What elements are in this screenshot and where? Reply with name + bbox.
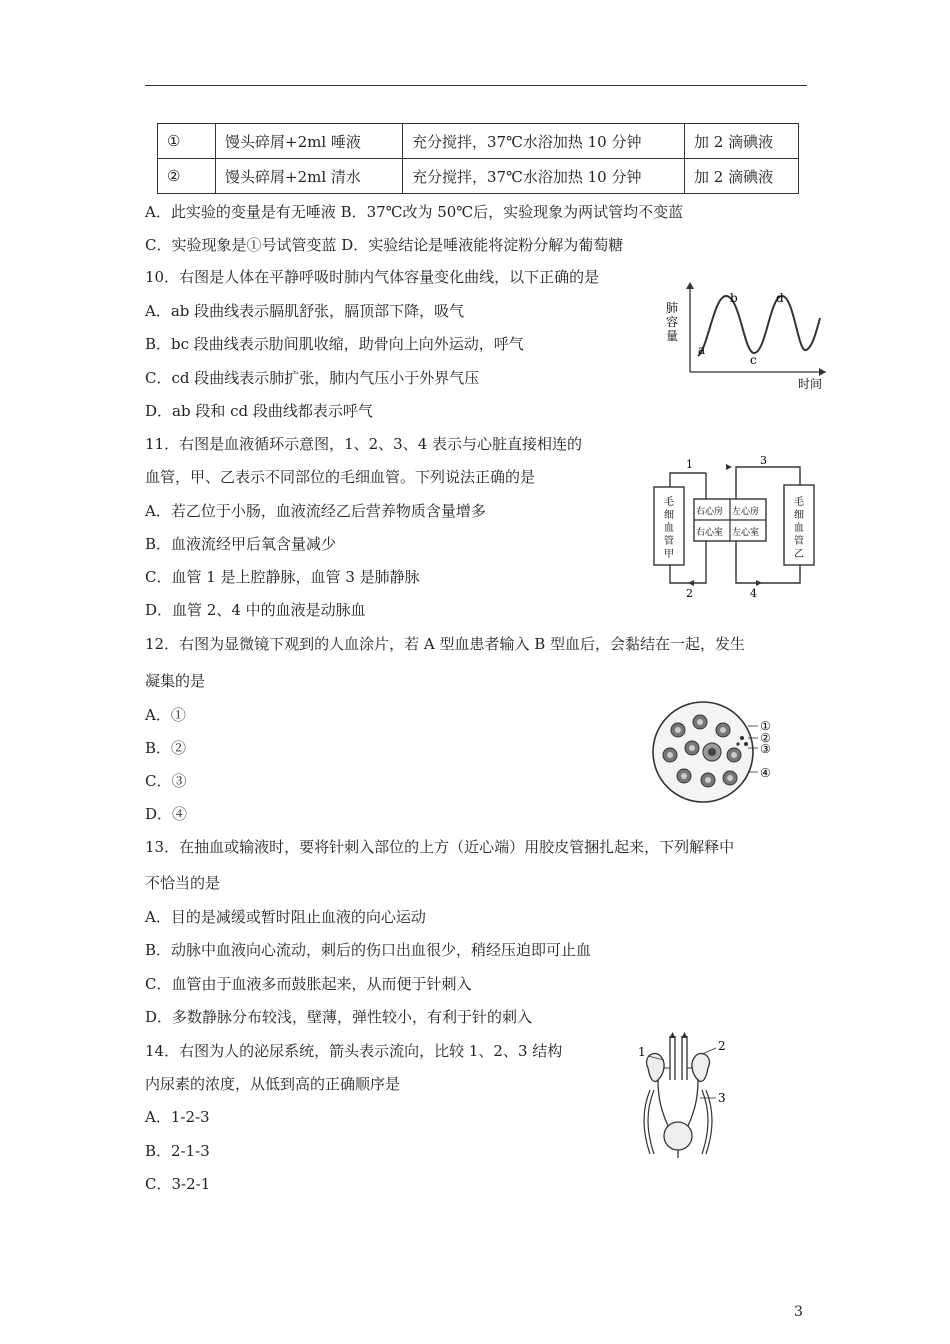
q10-option-b: B．bc 段曲线表示肋间肌收缩，助骨向上向外运动，呼气 <box>145 335 524 353</box>
y-label-char: 容 <box>666 315 679 329</box>
q12-option-a: A．① <box>145 706 186 724</box>
right-ventricle-label: 右心室 <box>696 528 724 538</box>
table-cell: 馒头碎屑+2ml 唾液 <box>216 124 403 159</box>
q10-option-a: A．ab 段曲线表示膈肌舒张，膈顶部下降，吸气 <box>145 302 465 320</box>
q13-option-c: C．血管由于血液多而鼓胀起来，从而便于针刺入 <box>145 975 472 993</box>
vessel-2-label: 2 <box>686 587 693 600</box>
structure-1-label: 1 <box>638 1045 646 1059</box>
q11-option-a: A．若乙位于小肠，血液流经乙后营养物质含量增多 <box>145 502 486 520</box>
cap-a-char: 细 <box>664 510 674 521</box>
vessel-4-label: 4 <box>750 587 757 600</box>
urinary-system-diagram <box>636 1030 746 1160</box>
table-cell: ① <box>158 124 216 159</box>
blood-circulation-diagram <box>640 455 820 600</box>
q9-options-line2: C．实验现象是①号试管变蓝 D．实验结论是唾液能将淀粉分解为葡萄糖 <box>145 236 624 254</box>
cap-b-char: 管 <box>794 536 804 547</box>
table-cell: 加 2 滴碘液 <box>685 159 799 194</box>
cap-a-char: 甲 <box>664 549 674 560</box>
q12-option-d: D．④ <box>145 805 188 823</box>
y-label-char: 肺 <box>666 301 679 315</box>
point-d: d <box>776 291 784 305</box>
q12-stem-line1: 12．右图为显微镜下观到的人血涂片，若 A 型血患者输入 B 型血后，会黏结在一起，发生 <box>145 635 746 653</box>
q13-option-b: B．动脉中血液向心流动，刺后的伤口出血很少，稍经压迫即可止血 <box>145 941 592 959</box>
y-label-char: 量 <box>666 329 679 343</box>
cap-a-char: 血 <box>664 523 674 534</box>
point-b: b <box>730 291 738 305</box>
cap-a-char: 管 <box>664 536 674 547</box>
cap-b-char: 细 <box>794 510 804 521</box>
right-atrium-label: 右心房 <box>696 507 724 517</box>
header-rule <box>145 85 807 86</box>
q13-option-a: A．目的是减缓或暂时阻止血液的向心运动 <box>145 908 426 926</box>
table-cell: 充分搅拌，37℃水浴加热 10 分钟 <box>403 159 685 194</box>
cap-b-char: 毛 <box>794 497 804 508</box>
cap-b-char: 乙 <box>794 549 804 560</box>
point-c: c <box>750 353 757 367</box>
q13-stem-line2: 不恰当的是 <box>145 874 221 892</box>
cap-b-char: 血 <box>794 523 804 534</box>
lung-volume-chart <box>660 278 830 393</box>
smear-label-1: ① <box>760 719 771 733</box>
cap-a-char: 毛 <box>664 497 674 508</box>
q10-option-c: C．cd 段曲线表示肺扩张，肺内气压小于外界气压 <box>145 369 480 387</box>
table-cell: 馒头碎屑+2ml 清水 <box>216 159 403 194</box>
q9-options-line1: A．此实验的变量是有无唾液 B．37℃改为 50℃后，实验现象为两试管均不变蓝 <box>145 203 684 221</box>
q13-option-d: D．多数静脉分布较浅，壁薄，弹性较小，有利于针的刺入 <box>145 1008 533 1026</box>
smear-label-3: ③ <box>760 742 771 756</box>
x-label: 时间 <box>798 377 823 391</box>
point-a: a <box>698 343 706 357</box>
q11-stem-line1: 11．右图是血液循环示意图，1、2、3、4 表示与心脏直接相连的 <box>145 435 583 453</box>
q11-option-c: C．血管 1 是上腔静脉，血管 3 是肺静脉 <box>145 568 420 586</box>
table-cell: ② <box>158 159 216 194</box>
q11-option-d: D．血管 2、4 中的血液是动脉血 <box>145 601 366 619</box>
q14-option-c: C．3-2-1 <box>145 1175 211 1193</box>
table-row <box>158 124 799 159</box>
smear-label-2: ② <box>760 731 771 745</box>
table-row <box>158 159 799 194</box>
q11-stem-line2: 血管，甲、乙表示不同部位的毛细血管。下列说法正确的是 <box>145 468 536 486</box>
vessel-1-label: 1 <box>686 458 693 471</box>
q14-option-b: B．2-1-3 <box>145 1142 210 1160</box>
q14-stem-line2: 内尿素的浓度，从低到高的正确顺序是 <box>145 1075 401 1093</box>
q10-stem: 10．右图是人体在平静呼吸时肺内气体容量变化曲线，以下正确的是 <box>145 268 600 286</box>
structure-3-label: 3 <box>718 1091 726 1105</box>
page-number: 3 <box>794 1304 803 1320</box>
left-atrium-label: 左心房 <box>732 507 760 517</box>
q11-option-b: B．血液流经甲后氧含量减少 <box>145 535 337 553</box>
q12-option-c: C．③ <box>145 772 187 790</box>
vessel-3-label: 3 <box>760 455 767 467</box>
q13-stem-line1: 13．在抽血或输液时，要将针刺入部位的上方（近心端）用胶皮管捆扎起来，下列解释中 <box>145 838 735 856</box>
smear-label-4: ④ <box>760 766 771 780</box>
table-cell: 加 2 滴碘液 <box>685 124 799 159</box>
blood-smear-figure <box>648 700 808 810</box>
left-ventricle-label: 左心室 <box>732 528 760 538</box>
q12-option-b: B．② <box>145 739 187 757</box>
q14-stem-line1: 14．右图为人的泌尿系统，箭头表示流向，比较 1、2、3 结构 <box>145 1042 563 1060</box>
q14-option-a: A．1-2-3 <box>145 1108 210 1126</box>
experiment-table <box>157 123 799 194</box>
q10-option-d: D．ab 段和 cd 段曲线都表示呼气 <box>145 402 373 420</box>
structure-2-label: 2 <box>718 1039 726 1053</box>
table-cell: 充分搅拌，37℃水浴加热 10 分钟 <box>403 124 685 159</box>
q12-stem-line2: 凝集的是 <box>145 672 206 690</box>
